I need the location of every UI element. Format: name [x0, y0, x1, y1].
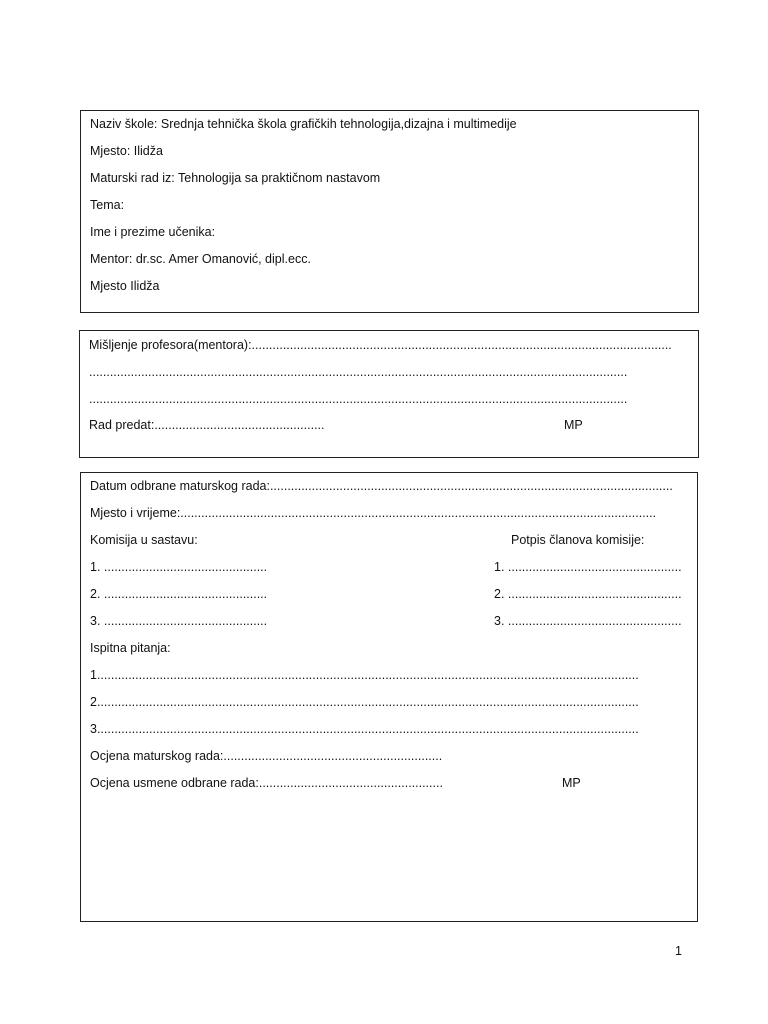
- page-number: 1: [675, 944, 682, 958]
- opinion-dots-line: ...........................................................................................................................................................: [89, 392, 628, 406]
- thesis-grade: Ocjena maturskog rada:...............................................................: [90, 749, 443, 763]
- stamp-mark: MP: [562, 776, 581, 790]
- mentor: Mentor: dr.sc. Amer Omanović, dipl.ecc.: [90, 252, 311, 266]
- mentor-opinion-box: [79, 330, 699, 458]
- signature-line: 2. ..................................................: [494, 587, 682, 601]
- signatures-label: Potpis članova komisije:: [511, 533, 645, 547]
- place-2: Mjesto Ilidža: [90, 279, 160, 293]
- defense-date: Datum odbrane maturskog rada:....................................................................................................................: [90, 479, 673, 493]
- oral-defense-grade: Ocjena usmene odbrane rada:.....................................................: [90, 776, 443, 790]
- commission-member: 1. ...............................................: [90, 560, 268, 574]
- thesis-subject: Maturski rad iz: Tehnologija sa praktičnom nastavom: [90, 171, 381, 185]
- school-info-box: [80, 110, 699, 313]
- place: Mjesto: Ilidža: [90, 144, 163, 158]
- topic: Tema:: [90, 198, 125, 212]
- stamp-mark: MP: [564, 418, 583, 432]
- opinion-dots-line: ...........................................................................................................................................................: [89, 365, 628, 379]
- mentor-opinion-label: Mišljenje profesora(mentora):.........................................................................................................................: [89, 338, 672, 352]
- signature-line: 1. ..................................................: [494, 560, 682, 574]
- place-and-time: Mjesto i vrijeme:.........................................................................................................................................: [90, 506, 657, 520]
- commission-member: 3. ...............................................: [90, 614, 268, 628]
- commission-label: Komisija u sastavu:: [90, 533, 198, 547]
- student-name: Ime i prezime učenika:: [90, 225, 216, 239]
- school-name: Naziv škole: Srednja tehnička škola grafičkih tehnologija,dizajna i multimedije: [90, 117, 517, 131]
- commission-member: 2. ...............................................: [90, 587, 268, 601]
- defense-box: [80, 472, 698, 922]
- questions-label: Ispitna pitanja:: [90, 641, 171, 655]
- question-line: 3............................................................................................................................................................: [90, 722, 639, 736]
- signature-line: 3. ..................................................: [494, 614, 682, 628]
- question-line: 2............................................................................................................................................................: [90, 695, 639, 709]
- question-line: 1............................................................................................................................................................: [90, 668, 639, 682]
- submitted-date: Rad predat:.................................................: [89, 418, 325, 432]
